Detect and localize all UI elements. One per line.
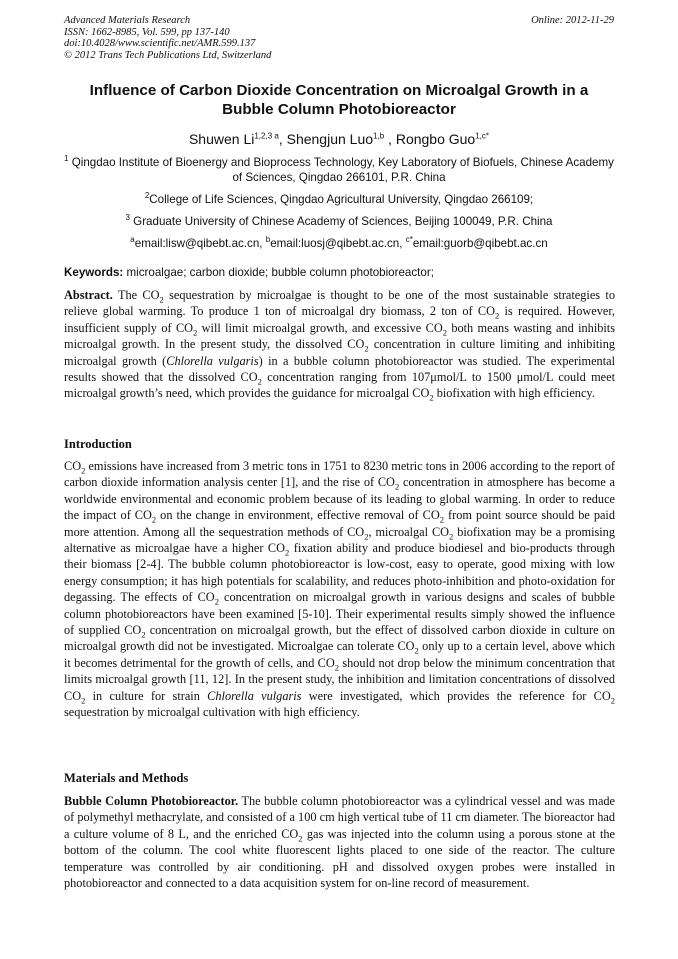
text-run: biofixation with high efficiency. bbox=[433, 386, 595, 401]
text-run: were investigated, which provides the reference for CO bbox=[301, 688, 611, 703]
subscript: 2 bbox=[193, 327, 198, 338]
subscript: 2 bbox=[141, 629, 146, 640]
text-run: concentration ranging from 107μmol/L to 1500 μmol/L could meet microalgal growth’s need, which provides the guidance for microalgal CO bbox=[64, 370, 616, 401]
keywords-label: Keywords: bbox=[64, 266, 124, 279]
affiliation-text: Qingdao Institute of Bioenergy and Bioprocess Technology, Key Laboratory of Biofuels, Chinese Academy of Sciences, Qingdao 266101, P.R. China bbox=[71, 156, 614, 184]
subscript: 2 bbox=[610, 695, 615, 706]
text-run: should not drop below the minimum concentration that limits microalgal growth [11, 12]. In the present study, the inhibition and limitation concentrations of dissolved CO bbox=[64, 655, 616, 703]
online-date: Online: 2012-11-29 bbox=[531, 15, 614, 26]
text-run: ) in a bubble column photobioreactor was studied. The experimental results showed that the dissolved CO bbox=[64, 353, 615, 385]
introduction-heading: Introduction bbox=[64, 437, 132, 451]
text-run: on the change in environment, effective removal of CO bbox=[156, 508, 440, 523]
subscript: 2 bbox=[214, 596, 219, 607]
email-sup: a bbox=[130, 235, 135, 245]
subscript: 2 bbox=[364, 343, 369, 354]
author-sup: 1,c* bbox=[475, 131, 490, 141]
methods-subheading: Bubble Column Photobioreactor. bbox=[64, 794, 239, 808]
subscript: 2 bbox=[81, 465, 86, 476]
text-run: The bubble column photobioreactor was a cylindrical vessel and was made of polymethyl methacrylate, and consisted of a 100 cm high vertical tube of 11 cm diameter. The bioreactor had a culture volume of 8 L, and the enriched CO bbox=[64, 794, 616, 841]
subscript: 2 bbox=[394, 481, 400, 492]
email-text: email:guorb@qibebt.ac.cn bbox=[412, 237, 548, 250]
issn-line: ISSN: 1662-8985, Vol. 599, pp 137-140 bbox=[64, 26, 230, 38]
affiliation-sup: 3 bbox=[125, 213, 130, 223]
subscript: 2 bbox=[414, 645, 419, 656]
text-run: emissions have increased from 3 metric tons in 1751 to 8230 metric tons in 2006 according to the report of carbon dioxide information analysis center [1], and the rise of CO bbox=[64, 459, 615, 490]
text-run: both means wasting and inhibits microalgal growth. In the present study, the dissolved CO bbox=[64, 320, 616, 352]
subscript: 2 bbox=[494, 310, 500, 321]
subscript: 2 bbox=[442, 327, 447, 338]
subscript: 2 bbox=[285, 547, 290, 558]
affiliation-3 bbox=[64, 214, 614, 229]
text-run: will limit microalgal growth, and excessive CO bbox=[197, 320, 443, 335]
affiliation-2 bbox=[64, 192, 614, 207]
subscript: 2 bbox=[439, 514, 444, 525]
species-name: Chlorella vulgaris bbox=[207, 688, 302, 703]
subscript: 2 bbox=[334, 662, 340, 673]
abstract-label: Abstract. bbox=[64, 288, 113, 302]
author-sep: , bbox=[384, 131, 396, 147]
journal-name: Advanced Materials Research bbox=[64, 15, 191, 26]
text-run: fixation ability and produce biodiesel and bio-products through their biomass [2-4]. The bubble column photobioreactor is low-cost, easy to operate, good mixing with low energy consumption; it has high potentials for scalability, and reduces photo-inhibition and photo-oxidation for degassing. The effects of CO bbox=[64, 541, 615, 605]
author-name: Rongbo Guo bbox=[395, 131, 476, 147]
affiliation-1 bbox=[64, 155, 614, 185]
introduction-paragraph bbox=[64, 458, 615, 721]
author-list bbox=[64, 130, 614, 148]
author-name: Shengjun Luo bbox=[286, 131, 374, 147]
email-line bbox=[64, 236, 614, 251]
author-sup: 1,b bbox=[373, 131, 385, 141]
affiliation-text: Graduate University of Chinese Academy of Sciences, Beijing 100049, P.R. China bbox=[133, 215, 553, 228]
text-run: is required. However, insufficient supply of CO bbox=[64, 304, 616, 335]
keywords bbox=[64, 265, 614, 280]
subscript: 2 bbox=[81, 695, 86, 706]
text-run: concentration in atmosphere has become a worldwide environmental and economic problem because of its leading to global warming. In order to reduce the impact of CO bbox=[64, 475, 616, 523]
subscript: 2 bbox=[159, 294, 164, 305]
journal-header bbox=[64, 15, 271, 61]
email-text: email:lisw@qibebt.ac.cn, bbox=[134, 237, 266, 250]
email-sup: c* bbox=[405, 235, 413, 245]
text-run: from point source should be paid more attention. Among all the sequestration methods of CO bbox=[64, 508, 615, 539]
text-run: in culture for strain bbox=[85, 688, 208, 703]
doi-line: doi:10.4028/www.scientific.net/AMR.599.137 bbox=[64, 38, 256, 50]
paper-title: Influence of Carbon Dioxide Concentration on Microalgal Growth in a Bubble Column Photobioreactor bbox=[89, 82, 589, 118]
author-sup: 1,2,3 a bbox=[254, 131, 279, 141]
text-run: concentration on microalgal growth in various designs and scales of bubble column photobioreactors have been examined [5-10]. Their experimental results simply showed the influence of supplied CO bbox=[64, 590, 615, 638]
text-run: The CO bbox=[112, 288, 160, 302]
text-run: only up to a certain level, above which it becomes detrimental for the growth of cells, and CO bbox=[64, 639, 615, 670]
methods-heading: Materials and Methods bbox=[64, 771, 189, 785]
affiliation-sup: 2 bbox=[144, 191, 150, 201]
copyright-line: © 2012 Trans Tech Publications Ltd, Switzerland bbox=[64, 49, 272, 61]
email-sup: b bbox=[265, 235, 271, 245]
author-name: Shuwen Li bbox=[188, 131, 255, 147]
affiliation-sup: 1 bbox=[64, 154, 69, 164]
abstract-paragraph bbox=[64, 287, 615, 402]
text-run: , microalgal CO bbox=[368, 524, 450, 539]
text-run: concentration on microalgal growth, but the effect of dissolved carbon dioxide in culture on microalgal growth did not be investigated. Microalgae can tolerate CO bbox=[64, 623, 615, 654]
author-sep: , bbox=[278, 131, 287, 147]
subscript: 2 bbox=[151, 514, 157, 525]
text-run: concentration in culture limiting and inhibiting microalgal growth ( bbox=[64, 337, 615, 368]
subscript: 2 bbox=[429, 392, 434, 403]
subscript: 2 bbox=[449, 531, 454, 542]
keywords-text: microalgae; carbon dioxide; bubble column photobioreactor; bbox=[123, 266, 434, 279]
subscript: 2 bbox=[364, 531, 369, 542]
text-run: sequestration by microalgal cultivation with high efficiency. bbox=[64, 705, 360, 720]
text-run: biofixation may be a promising alternative as microalgae have a higher CO bbox=[64, 524, 615, 556]
email-text: email:luosj@qibebt.ac.cn, bbox=[270, 237, 406, 250]
text-run: CO bbox=[64, 459, 82, 473]
methods-paragraph bbox=[64, 793, 615, 891]
species-name: Chlorella vulgaris bbox=[166, 353, 259, 368]
text-run: sequestration by microalgae is thought to be one of the most sustainable strategies to relieve global warming. To produce 1 ton of microalgal dry biomass, 2 ton of CO bbox=[64, 288, 615, 319]
affiliation-text: College of Life Sciences, Qingdao Agricultural University, Qingdao 266109; bbox=[149, 193, 534, 206]
text-run: gas was injected into the column using a porous stone at the bottom of the column. The cool white fluorescent lights placed to one side of the reactor. The culture temperature was controlled by air conditioning. pH and dissolved oxygen probes were installed in photobioreactor and connected to a data acquisition system for on-line record of measurement. bbox=[64, 826, 615, 891]
subscript: 2 bbox=[257, 376, 262, 387]
subscript: 2 bbox=[298, 833, 303, 844]
